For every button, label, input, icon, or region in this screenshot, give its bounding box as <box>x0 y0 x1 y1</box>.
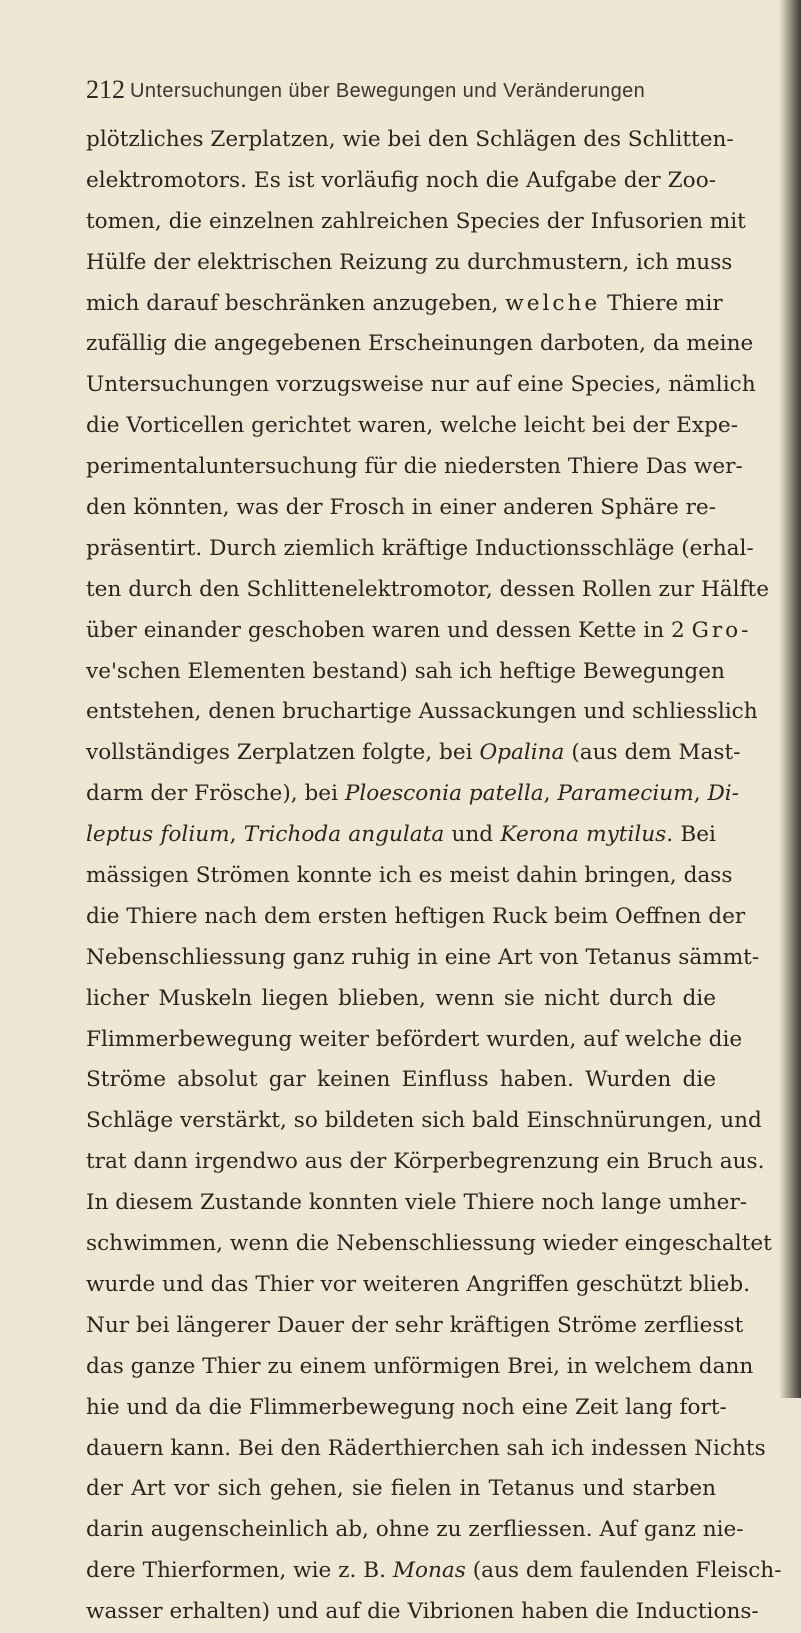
text-line: dauern kann. Bei den Räderthierchen sah ich indessen Nichts <box>86 1435 766 1461</box>
text-line: darin augenscheinlich ab, ohne zu zerfliessen. Auf ganz nie- <box>86 1517 744 1543</box>
text-line: tomen, die einzelnen zahlreichen Species der Infusorien mit <box>86 208 746 234</box>
text-line: leptus folium, Trichoda angulata und Kerona mytilus. Bei <box>86 822 716 848</box>
species-name: leptus folium <box>86 822 230 848</box>
text-line: die Thiere nach dem ersten heftigen Ruck beim Oeffnen der <box>86 903 746 929</box>
text-line: Schläge verstärkt, so bildeten sich bald Einschnürungen, und <box>86 1108 762 1134</box>
emphasized-word: Gro- <box>691 617 752 643</box>
text-line: dere Thierformen, wie z. B. Monas (aus dem faulenden Fleisch- <box>86 1558 782 1584</box>
text-line: mässigen Strömen konnte ich es meist dahin bringen, dass <box>86 863 733 889</box>
text-line: perimentaluntersuchung für die niedersten Thiere Das wer- <box>86 454 743 480</box>
species-name: Paramecium <box>557 781 694 807</box>
species-name: Monas <box>392 1558 466 1584</box>
text-line: präsentirt. Durch ziemlich kräftige Inductionsschläge (erhal- <box>86 535 754 561</box>
page-header <box>86 74 726 108</box>
text-line: hie und da die Flimmerbewegung noch eine Zeit lang fort- <box>86 1394 727 1420</box>
text-line: der Art vor sich gehen, sie fielen in Tetanus und starben <box>86 1476 716 1502</box>
text-line: wasser erhalten) und auf die Vibrionen haben die Inductions- <box>86 1599 759 1625</box>
text-line: entstehen, denen bruchartige Aussackungen und schliesslich <box>86 699 758 725</box>
text-line: ve'schen Elementen bestand) sah ich heftige Bewegungen <box>86 658 725 684</box>
species-name: Kerona mytilus <box>500 822 667 848</box>
body-text <box>86 120 782 1633</box>
text-line: das ganze Thier zu einem unförmigen Brei, in welchem dann <box>86 1353 754 1379</box>
text-line: Nebenschliessung ganz ruhig in eine Art von Tetanus sämmt- <box>86 944 760 970</box>
text-line: trat dann irgendwo aus der Körperbegrenzung ein Bruch aus. <box>86 1149 765 1175</box>
emphasized-word: welche <box>505 290 601 316</box>
text-line: vollständiges Zerplatzen folgte, bei Opalina (aus dem Mast- <box>86 740 741 766</box>
text-line: ten durch den Schlittenelektromotor, dessen Rollen zur Hälfte <box>86 576 770 602</box>
species-name: Di- <box>707 781 739 807</box>
text-line: Hülfe der elektrischen Reizung zu durchmustern, ich muss <box>86 249 733 275</box>
text-line: elektromotors. Es ist vorläufig noch die Aufgabe der Zoo- <box>86 167 716 193</box>
text-line: wurde und das Thier vor weiteren Angriffen geschützt blieb. <box>86 1271 751 1297</box>
species-name: Ploesconia patella <box>344 781 544 807</box>
text-line: Untersuchungen vorzugsweise nur auf eine Species, nämlich <box>86 372 756 398</box>
text-line: darm der Frösche), bei Ploesconia patella, Paramecium, Di- <box>86 781 739 807</box>
text-line: schwimmen, wenn die Nebenschliessung wieder eingeschaltet <box>86 1231 772 1257</box>
running-title: Untersuchungen über Bewegungen und Veränderungen <box>130 80 646 102</box>
text-line: Nur bei längerer Dauer der sehr kräftigen Ströme zerfliesst <box>86 1312 744 1338</box>
text-line: Ströme absolut gar keinen Einfluss haben. Wurden die <box>86 1067 716 1093</box>
text-line: mich darauf beschränken anzugeben, welche Thiere mir <box>86 290 723 316</box>
text-line: zufällig die angegebenen Erscheinungen darboten, da meine <box>86 331 754 357</box>
text-line: die Vorticellen gerichtet waren, welche leicht bei der Expe- <box>86 413 738 439</box>
text-line: licher Muskeln liegen blieben, wenn sie nicht durch die <box>86 985 716 1011</box>
text-line: In diesem Zustande konnten viele Thiere noch lange umher- <box>86 1190 748 1216</box>
species-name: Trichoda angulata <box>243 822 445 848</box>
text-line: über einander geschoben waren und dessen Kette in 2 Gro- <box>86 617 752 643</box>
text-line: plötzliches Zerplatzen, wie bei den Schlägen des Schlitten- <box>86 127 734 152</box>
text-line: Flimmerbewegung weiter befördert wurden, auf welche die <box>86 1026 743 1052</box>
species-name: Opalina <box>479 740 565 766</box>
page-number: 212 <box>86 75 125 104</box>
page-edge-shadow <box>779 0 801 1398</box>
text-line: den könnten, was der Frosch in einer anderen Sphäre re- <box>86 495 716 521</box>
